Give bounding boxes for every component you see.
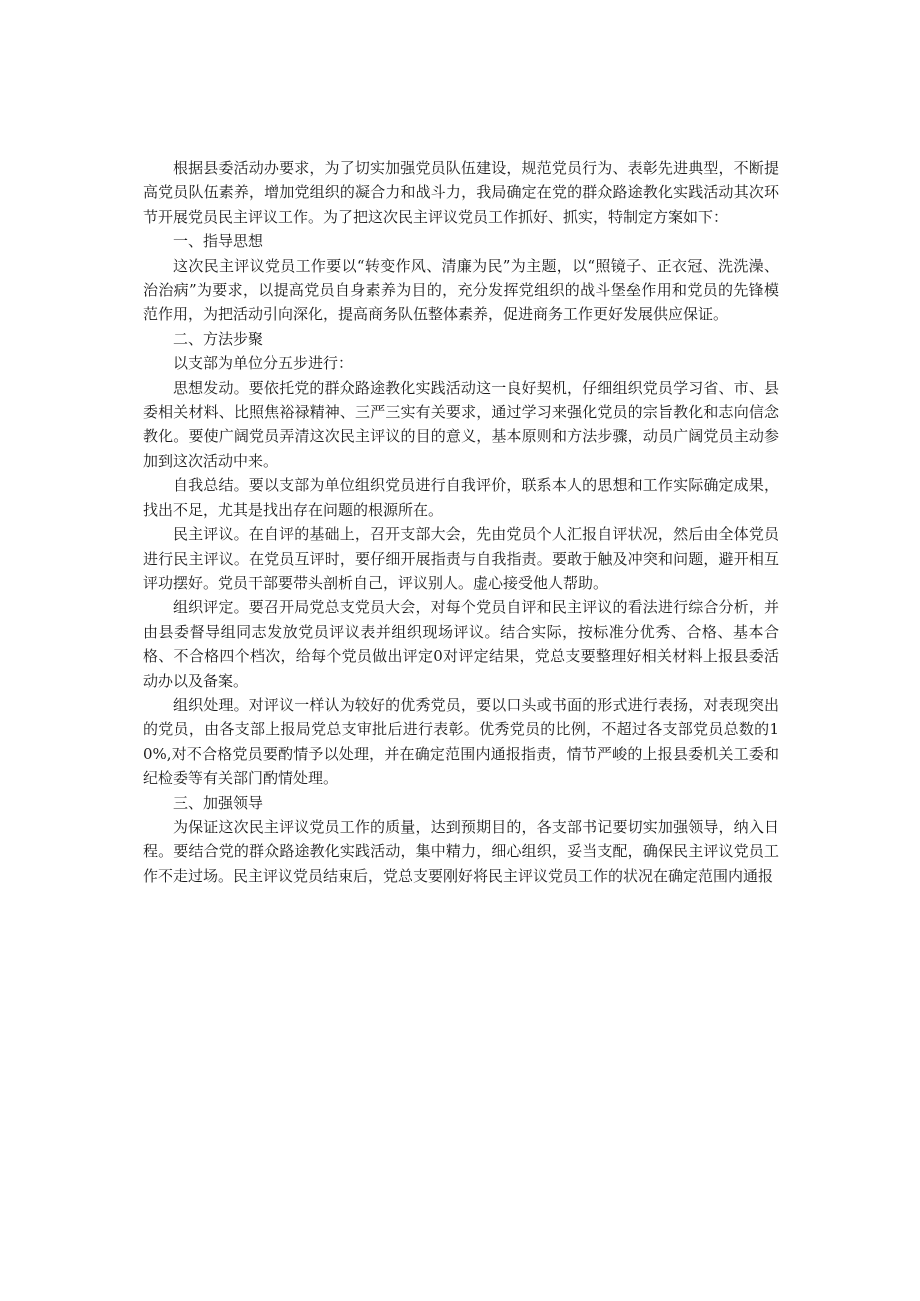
step-democratic-review: 民主评议。在自评的基础上，召开支部大会，先由党员个人汇报自评状况，然后由全体党员进行民主评议。在党员互评时，要仔细开展指责与自我指责。要敢于触及冲突和问题，避开相互评功摆好。党员干部要带头剖析自己，评议别人。虚心接受他人帮助。 <box>143 525 779 592</box>
steps-intro-paragraph: 以支部为单位分五步进行： <box>173 354 354 373</box>
step-organizational-assessment: 组织评定。要召开局党总支党员大会，对每个党员自评和民主评议的看法进行综合分析，并由县委督导组同志发放党员评议表并组织现场评议。结合实际，按标准分优秀、合格、基本合格、不合格四个档次，给每个党员做出评定0对评定结果，党总支要整理好相关材料上报县委活动办以及备案。 <box>143 598 779 690</box>
section-heading-strengthen-leadership: 三、加强领导 <box>173 793 264 812</box>
section-heading-guiding-ideology: 一、指导思想 <box>173 232 264 251</box>
step-self-summary: 自我总结。要以支部为单位组织党员进行自我评价，联系本人的思想和工作实际确定成果，找出不足，尤其是找出存在问题的根源所在。 <box>143 476 779 519</box>
guiding-ideology-paragraph: 这次民主评议党员工作要以“转变作风、清廉为民”为主题，以“照镜子、正衣冠、洗洗澡、治治病”为要求，以提高党员自身素养为目的，充分发挥党组织的战斗堡垒作用和党员的先锋模范作用，为把活动引向深化，提高商务队伍整体素养，促进商务工作更好发展供应保证。 <box>143 256 779 324</box>
step-ideological-mobilization: 思想发动。要依托党的群众路途教化实践活动这一良好契机，仔细组织党员学习省、市、县委相关材料、比照焦裕禄精神、三严三实有关要求，通过学习来强化党员的宗旨教化和志向信念教化。要使广阔党员弄清这次民主评议的目的意义，基本原则和方法步骤，动员广阔党员主动参加到这次活动中来。 <box>143 378 779 470</box>
leadership-paragraph: 为保证这次民主评议党员工作的质量，达到预期目的，各支部书记要切实加强领导，纳入日程。要结合党的群众路途教化实践活动，集中精力，细心组织，妥当支配，确保民主评议党员工作不走过场。民主评议党员结束后，党总支要刚好将民主评议党员工作的状况在确定范围内通报 <box>143 817 779 885</box>
section-heading-methods-steps: 二、方法步聚 <box>173 329 264 348</box>
intro-paragraph: 根据县委活动办要求，为了切实加强党员队伍建设，规范党员行为、表彰先进典型，不断提高党员队伍素养，增加党组织的凝合力和战斗力，我局确定在党的群众路途教化实践活动其次环节开展党员民主评议工作。为了把这次民主评议党员工作抓好、抓实，特制定方案如下： <box>143 159 779 226</box>
document-body <box>143 156 779 888</box>
step-organizational-handling: 组织处理。对评议一样认为较好的优秀党员，要以口头或书面的形式进行表扬，对表现突出的党员，由各支部上报局党总支审批后进行表彰。优秀党员的比例，不超过各支部党员总数的10%,对不合格党员要酌情予以处理，并在确定范围内通报指责，情节严峻的上报县委机关工委和纪检委等有关部门酌情处理。 <box>143 695 779 788</box>
